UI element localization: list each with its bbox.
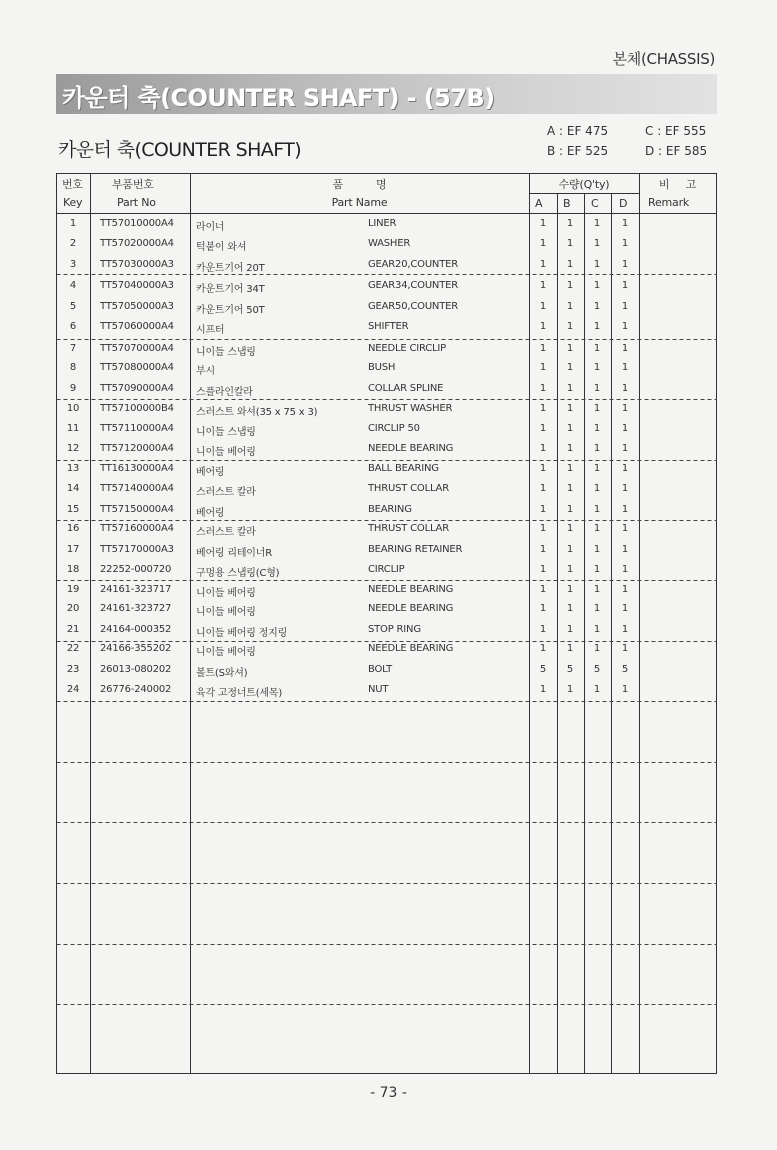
row-qty-b: 1 bbox=[566, 483, 574, 494]
row-name-kr: 볼트(S와셔) bbox=[196, 668, 248, 679]
row-qty-d: 1 bbox=[621, 321, 629, 332]
row-part-no: 24164-000352 bbox=[100, 624, 172, 635]
row-qty-d: 1 bbox=[621, 523, 629, 534]
row-key: 4 bbox=[69, 280, 77, 291]
row-part-no: 24166-355202 bbox=[100, 643, 172, 654]
row-key: 18 bbox=[66, 564, 80, 575]
row-name-kr: 베어링 bbox=[196, 467, 225, 478]
row-name-kr: 육각 고정너트(세목) bbox=[196, 688, 283, 699]
row-qty-c: 1 bbox=[593, 218, 601, 229]
row-key: 6 bbox=[69, 321, 77, 332]
row-part-no: TT57040000A3 bbox=[100, 280, 174, 291]
row-qty-a: 1 bbox=[539, 403, 547, 414]
header-qty: 수량(Q'ty) bbox=[558, 178, 610, 191]
row-part-no: TT57060000A4 bbox=[100, 321, 174, 332]
row-qty-b: 1 bbox=[566, 544, 574, 555]
row-name-en: NEEDLE BEARING bbox=[368, 643, 454, 654]
row-name-en: NEEDLE CIRCLIP bbox=[368, 343, 447, 354]
row-qty-a: 1 bbox=[539, 218, 547, 229]
row-key: 23 bbox=[66, 664, 80, 675]
row-qty-c: 1 bbox=[593, 259, 601, 270]
header-name-kr: 품 명 bbox=[332, 178, 387, 191]
row-part-no: TT57100000B4 bbox=[100, 403, 174, 414]
row-qty-d: 1 bbox=[621, 483, 629, 494]
row-qty-d: 1 bbox=[621, 362, 629, 373]
header-name-en: Part Name bbox=[331, 196, 388, 209]
row-key: 5 bbox=[69, 301, 77, 312]
row-name-en: THRUST COLLAR bbox=[368, 483, 449, 494]
row-qty-b: 1 bbox=[566, 624, 574, 635]
row-qty-b: 1 bbox=[566, 218, 574, 229]
row-qty-c: 1 bbox=[593, 643, 601, 654]
model-d: D : EF 585 bbox=[645, 144, 708, 158]
row-qty-c: 1 bbox=[593, 238, 601, 249]
row-qty-c: 1 bbox=[593, 684, 601, 695]
row-qty-c: 1 bbox=[593, 603, 601, 614]
row-part-no: TT57010000A4 bbox=[100, 218, 174, 229]
row-qty-d: 1 bbox=[621, 280, 629, 291]
row-qty-d: 1 bbox=[621, 643, 629, 654]
row-qty-b: 1 bbox=[566, 383, 574, 394]
row-qty-c: 1 bbox=[593, 564, 601, 575]
row-name-en: NUT bbox=[368, 684, 389, 695]
row-key: 11 bbox=[66, 423, 80, 434]
row-name-en: COLLAR SPLINE bbox=[368, 383, 444, 394]
row-name-en: STOP RING bbox=[368, 624, 421, 635]
row-name-en: BALL BEARING bbox=[368, 463, 439, 474]
row-name-en: WASHER bbox=[368, 238, 411, 249]
row-qty-c: 1 bbox=[593, 463, 601, 474]
row-key: 8 bbox=[69, 362, 77, 373]
row-name-en: LINER bbox=[368, 218, 397, 229]
row-name-kr: 부시 bbox=[196, 366, 215, 377]
header-qty-a: A bbox=[535, 197, 543, 210]
row-name-en: NEEDLE BEARING bbox=[368, 603, 454, 614]
row-part-no: TT57020000A4 bbox=[100, 238, 174, 249]
row-qty-b: 1 bbox=[566, 584, 574, 595]
row-name-en: NEEDLE BEARING bbox=[368, 584, 454, 595]
model-b: B : EF 525 bbox=[547, 144, 609, 158]
row-part-no: 24161-323717 bbox=[100, 584, 172, 595]
banner-title: 카운터 축(COUNTER SHAFT) - (57B) bbox=[62, 84, 495, 112]
row-qty-a: 1 bbox=[539, 603, 547, 614]
row-name-kr: 니이들 베어링 bbox=[196, 647, 256, 658]
row-name-kr: 스플라인칼라 bbox=[196, 387, 253, 398]
row-name-kr: 베어링 bbox=[196, 508, 225, 519]
row-qty-c: 1 bbox=[593, 362, 601, 373]
row-key: 7 bbox=[69, 343, 77, 354]
row-key: 19 bbox=[66, 584, 80, 595]
row-name-en: SHIFTER bbox=[368, 321, 409, 332]
row-key: 10 bbox=[66, 403, 80, 414]
row-qty-a: 1 bbox=[539, 362, 547, 373]
row-qty-a: 1 bbox=[539, 321, 547, 332]
row-qty-c: 1 bbox=[593, 301, 601, 312]
row-qty-c: 1 bbox=[593, 343, 601, 354]
row-qty-b: 1 bbox=[566, 321, 574, 332]
row-qty-c: 1 bbox=[593, 383, 601, 394]
row-qty-c: 1 bbox=[593, 584, 601, 595]
row-part-no: TT57160000A4 bbox=[100, 523, 174, 534]
row-qty-d: 1 bbox=[621, 301, 629, 312]
row-qty-b: 1 bbox=[566, 238, 574, 249]
row-qty-a: 1 bbox=[539, 523, 547, 534]
row-key: 16 bbox=[66, 523, 80, 534]
row-qty-a: 1 bbox=[539, 259, 547, 270]
row-qty-b: 5 bbox=[566, 664, 574, 675]
row-name-kr: 카운트기어 20T bbox=[196, 263, 265, 274]
header-qty-b: B bbox=[563, 197, 571, 210]
row-name-kr: 베어링 리테이너R bbox=[196, 548, 272, 559]
row-key: 15 bbox=[66, 504, 80, 515]
header-remark-en: Remark bbox=[648, 196, 690, 209]
row-name-kr: 카운트기어 50T bbox=[196, 305, 265, 316]
row-name-kr: 스러스트 와셔(35 x 75 x 3) bbox=[196, 407, 318, 418]
row-part-no: TT57140000A4 bbox=[100, 483, 174, 494]
row-qty-b: 1 bbox=[566, 259, 574, 270]
row-qty-b: 1 bbox=[566, 301, 574, 312]
row-part-no: TT57080000A4 bbox=[100, 362, 174, 373]
row-qty-c: 1 bbox=[593, 280, 601, 291]
row-qty-a: 1 bbox=[539, 584, 547, 595]
row-qty-b: 1 bbox=[566, 403, 574, 414]
row-name-en: BUSH bbox=[368, 362, 396, 373]
header-qty-d: D bbox=[619, 197, 628, 210]
row-qty-b: 1 bbox=[566, 684, 574, 695]
row-key: 21 bbox=[66, 624, 80, 635]
row-qty-a: 1 bbox=[539, 423, 547, 434]
row-part-no: TT57110000A4 bbox=[100, 423, 174, 434]
row-name-kr: 구멍용 스냅링(C형) bbox=[196, 568, 280, 579]
row-qty-d: 1 bbox=[621, 544, 629, 555]
row-qty-d: 1 bbox=[621, 684, 629, 695]
row-qty-d: 1 bbox=[621, 584, 629, 595]
row-name-kr: 니이들 스냅링 bbox=[196, 427, 256, 438]
row-qty-b: 1 bbox=[566, 504, 574, 515]
row-qty-d: 1 bbox=[621, 603, 629, 614]
row-name-en: THRUST WASHER bbox=[368, 403, 453, 414]
row-qty-d: 1 bbox=[621, 504, 629, 515]
row-qty-a: 1 bbox=[539, 504, 547, 515]
row-qty-d: 1 bbox=[621, 403, 629, 414]
row-part-no: TT57030000A3 bbox=[100, 259, 174, 270]
row-name-kr: 니이들 베어링 정지링 bbox=[196, 628, 288, 639]
row-qty-b: 1 bbox=[566, 443, 574, 454]
row-key: 20 bbox=[66, 603, 80, 614]
row-qty-c: 1 bbox=[593, 624, 601, 635]
row-key: 12 bbox=[66, 443, 80, 454]
row-name-kr: 시프터 bbox=[196, 325, 225, 336]
row-part-no: 24161-323727 bbox=[100, 603, 172, 614]
row-qty-d: 1 bbox=[621, 624, 629, 635]
row-part-no: TT57170000A3 bbox=[100, 544, 174, 555]
model-a: A : EF 475 bbox=[547, 124, 609, 138]
row-name-kr: 스러스트 칼라 bbox=[196, 527, 256, 538]
row-qty-d: 1 bbox=[621, 218, 629, 229]
row-name-kr: 니이들 베어링 bbox=[196, 588, 256, 599]
row-qty-b: 1 bbox=[566, 280, 574, 291]
row-qty-c: 1 bbox=[593, 504, 601, 515]
row-qty-d: 5 bbox=[621, 664, 629, 675]
row-qty-a: 1 bbox=[539, 463, 547, 474]
row-qty-d: 1 bbox=[621, 423, 629, 434]
row-qty-a: 1 bbox=[539, 684, 547, 695]
row-qty-b: 1 bbox=[566, 343, 574, 354]
row-name-kr: 니이들 스냅링 bbox=[196, 347, 256, 358]
row-part-no: 22252-000720 bbox=[100, 564, 172, 575]
row-name-en: GEAR34,COUNTER bbox=[368, 280, 458, 291]
row-qty-d: 1 bbox=[621, 443, 629, 454]
row-name-en: BOLT bbox=[368, 664, 393, 675]
header-remark-kr: 비 고 bbox=[658, 178, 697, 191]
row-qty-b: 1 bbox=[566, 362, 574, 373]
row-key: 2 bbox=[69, 238, 77, 249]
header-part-no-en: Part No bbox=[117, 196, 156, 209]
row-qty-d: 1 bbox=[621, 238, 629, 249]
row-name-en: CIRCLIP bbox=[368, 564, 405, 575]
row-name-kr: 라이너 bbox=[196, 222, 225, 233]
row-qty-b: 1 bbox=[566, 603, 574, 614]
row-qty-a: 1 bbox=[539, 343, 547, 354]
row-qty-b: 1 bbox=[566, 643, 574, 654]
header-key-kr: 번호 bbox=[62, 178, 83, 191]
page-number: - 73 - bbox=[370, 1085, 407, 1101]
row-name-en: GEAR50,COUNTER bbox=[368, 301, 458, 312]
header-part-no-kr: 부품번호 bbox=[112, 178, 154, 191]
row-part-no: TT57050000A3 bbox=[100, 301, 174, 312]
row-qty-a: 1 bbox=[539, 643, 547, 654]
row-key: 22 bbox=[66, 643, 80, 654]
row-qty-c: 1 bbox=[593, 544, 601, 555]
row-qty-d: 1 bbox=[621, 259, 629, 270]
row-qty-a: 1 bbox=[539, 483, 547, 494]
row-key: 1 bbox=[69, 218, 77, 229]
row-qty-d: 1 bbox=[621, 564, 629, 575]
row-key: 3 bbox=[69, 259, 77, 270]
row-name-kr: 턱붙이 와셔 bbox=[196, 242, 247, 253]
row-qty-c: 1 bbox=[593, 443, 601, 454]
row-qty-d: 1 bbox=[621, 383, 629, 394]
row-name-en: CIRCLIP 50 bbox=[368, 423, 420, 434]
row-part-no: TT57090000A4 bbox=[100, 383, 174, 394]
row-name-kr: 니이들 베어링 bbox=[196, 447, 256, 458]
row-name-en: GEAR20,COUNTER bbox=[368, 259, 458, 270]
row-qty-b: 1 bbox=[566, 523, 574, 534]
row-qty-a: 1 bbox=[539, 544, 547, 555]
page-subtitle: 카운터 축(COUNTER SHAFT) bbox=[58, 139, 302, 161]
row-qty-c: 1 bbox=[593, 423, 601, 434]
row-qty-c: 1 bbox=[593, 403, 601, 414]
row-key: 14 bbox=[66, 483, 80, 494]
row-name-kr: 스러스트 칼라 bbox=[196, 487, 256, 498]
row-name-en: NEEDLE BEARING bbox=[368, 443, 454, 454]
row-qty-a: 5 bbox=[539, 664, 547, 675]
row-name-en: BEARING bbox=[368, 504, 412, 515]
row-part-no: TT57070000A4 bbox=[100, 343, 174, 354]
model-c: C : EF 555 bbox=[645, 124, 707, 138]
row-qty-b: 1 bbox=[566, 463, 574, 474]
row-key: 9 bbox=[69, 383, 77, 394]
row-qty-b: 1 bbox=[566, 564, 574, 575]
row-qty-c: 1 bbox=[593, 483, 601, 494]
row-part-no: TT57150000A4 bbox=[100, 504, 174, 515]
row-name-kr: 니이들 베어링 bbox=[196, 607, 256, 618]
row-qty-a: 1 bbox=[539, 238, 547, 249]
row-qty-c: 1 bbox=[593, 523, 601, 534]
row-name-kr: 카운트기어 34T bbox=[196, 284, 265, 295]
row-part-no: TT16130000A4 bbox=[100, 463, 174, 474]
row-part-no: 26776-240002 bbox=[100, 684, 172, 695]
header-key-en: Key bbox=[63, 196, 83, 209]
row-key: 17 bbox=[66, 544, 80, 555]
row-qty-b: 1 bbox=[566, 423, 574, 434]
row-qty-a: 1 bbox=[539, 280, 547, 291]
row-qty-c: 1 bbox=[593, 321, 601, 332]
row-name-en: BEARING RETAINER bbox=[368, 544, 463, 555]
row-part-no: TT57120000A4 bbox=[100, 443, 174, 454]
row-qty-a: 1 bbox=[539, 564, 547, 575]
row-qty-a: 1 bbox=[539, 624, 547, 635]
row-qty-a: 1 bbox=[539, 443, 547, 454]
row-name-en: THRUST COLLAR bbox=[368, 523, 449, 534]
section-label: 본체(CHASSIS) bbox=[612, 50, 715, 68]
row-qty-a: 1 bbox=[539, 383, 547, 394]
row-qty-c: 5 bbox=[593, 664, 601, 675]
row-qty-a: 1 bbox=[539, 301, 547, 312]
row-qty-d: 1 bbox=[621, 343, 629, 354]
row-part-no: 26013-080202 bbox=[100, 664, 172, 675]
row-key: 13 bbox=[66, 463, 80, 474]
header-qty-c: C bbox=[591, 197, 599, 210]
row-key: 24 bbox=[66, 684, 80, 695]
row-qty-d: 1 bbox=[621, 463, 629, 474]
